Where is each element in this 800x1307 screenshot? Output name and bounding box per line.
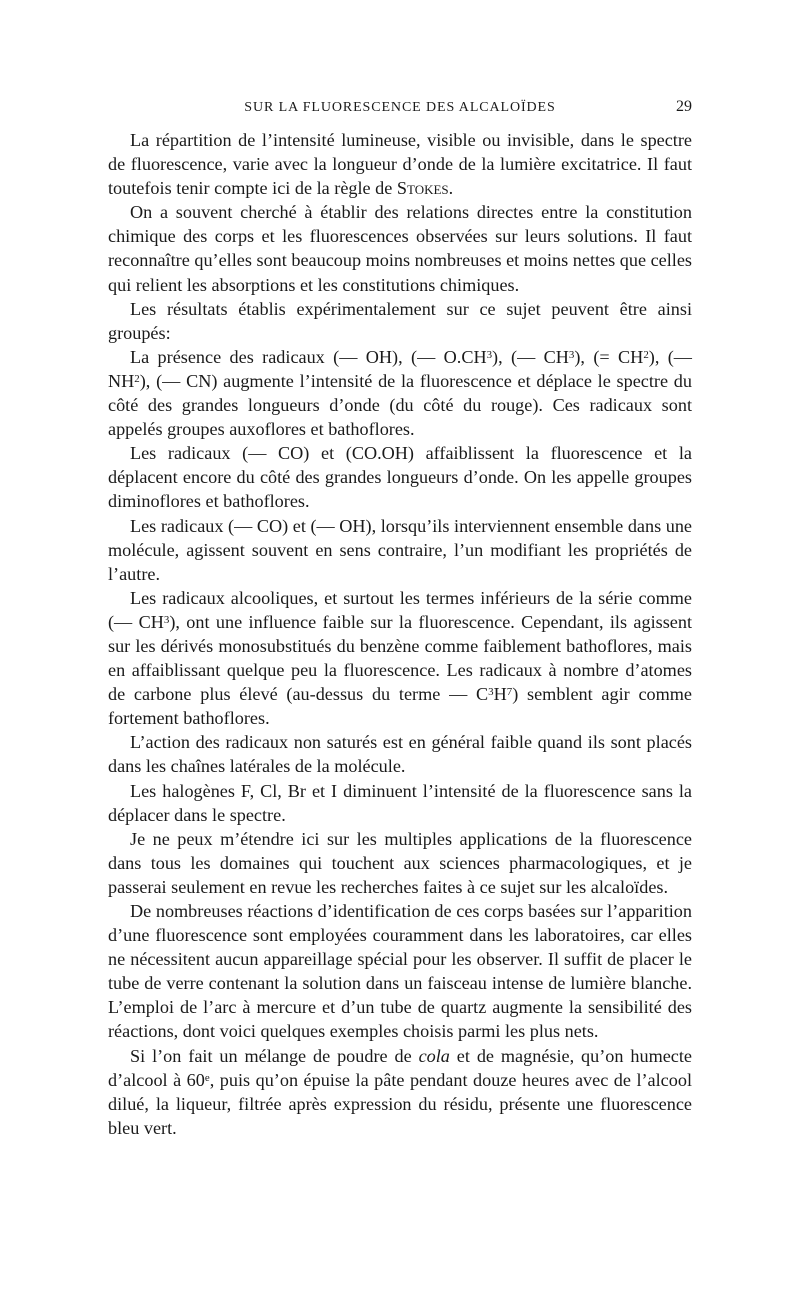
text-run: et de magnésie, qu’on humecte d’alcool à 60 [108, 1045, 692, 1090]
page-header [108, 96, 692, 120]
text-run: 3 [488, 686, 494, 699]
paragraph [108, 200, 692, 296]
running-title: SUR LA FLUORESCENCE DES ALCALOÏDES [244, 100, 556, 115]
page-number: 29 [676, 98, 692, 115]
text-run: ), (= CH [574, 346, 644, 367]
text-run: Les radicaux (— CO) et (CO.OH) affaiblissent la fluorescence et la déplacent encore du côté des grandes longueurs d’onde. On les appelle groupes diminoflores et bathoflores. [108, 443, 692, 512]
paragraph [108, 514, 692, 586]
text-run: cola [418, 1045, 450, 1066]
text-run: 7 [506, 686, 513, 699]
text-run: 3 [163, 613, 170, 626]
text-run: , puis qu’on épuise la pâte pendant douze heures avec de l’alcool dilué, la liqueur, filtrée après expression du résidu, présente une fluorescence bleu vert. [108, 1069, 692, 1138]
text-run: ), ont une influence faible sur la fluorescence. Cependant, ils agissent sur les dérivés monosubstitués du benzène comme faiblement bathoflores, mais en affaiblissant quelque peu la fluorescence. Les radicaux à nombre d’atomes de carbone plus élevé (au-dessus du terme — C [108, 611, 692, 705]
paragraph [108, 779, 692, 827]
paragraph [108, 899, 692, 1044]
text-run: On a souvent cherché à établir des relations directes entre la constitution chimique des corps et les fluorescences observées sur leurs solutions. Il faut reconnaître qu’elles sont beaucoup moins nombreuses et moins nettes que celles qui relient les absorptions et les constitutions chimiques. [108, 202, 692, 295]
paragraph [108, 586, 692, 731]
paragraph [108, 827, 692, 899]
text-run: La répartition de l’intensité lumineuse, visible ou invisible, dans le spectre de fluorescence, varie avec la longueur d’onde de la lumière excitatrice. Il faut toutefois tenir compte ici de la règle de [108, 130, 692, 199]
text-run: e [204, 1071, 210, 1084]
text-run: Les radicaux (— CO) et (— OH), lorsqu’ils interviennent ensemble dans une molécule, agissent souvent en sens contraire, l’un modifiant les propriétés de l’autre. [108, 515, 692, 584]
text-run: ) semblent agir comme fortement bathoflores. [108, 684, 693, 729]
text-run: Si l’on fait un mélange de poudre de [130, 1045, 419, 1066]
text-run: L’action des radicaux non saturés est en général faible quand ils sont placés dans les chaînes latérales de la molécule. [108, 732, 692, 777]
paragraph [108, 297, 692, 345]
text-run: De nombreuses réactions d’identification de ces corps basées sur l’apparition d’une fluorescence sont employées couramment dans les laboratoires, car elles ne nécessitent aucun appareillage spécial pour les observer. Il suffit de placer le tube de verre contenant la solution dans un faisceau intense de lumière blanche. L’emploi de l’arc à mercure et d’un tube de quartz augmente la sensibilité des réactions, dont voici quelques exemples choisis parmi les plus nets. [108, 901, 692, 1042]
text-run: La présence des radicaux (— OH), (— O.CH [130, 346, 487, 367]
text-run: Les résultats établis expérimentalement sur ce sujet peuvent être ainsi groupés: [108, 298, 692, 343]
text-run: Les radicaux alcooliques, et surtout les termes inférieurs de la série comme (— CH [108, 587, 692, 632]
body-text [108, 128, 692, 1140]
text-run: 3 [486, 348, 493, 361]
paragraph [108, 730, 692, 778]
text-run: Je ne peux m’étendre ici sur les multiples applications de la fluorescence dans tous les domaines qui touchent aux sciences pharmacologiques, et je passerai seulement en revue les recherches faites à ce sujet sur les alcaloïdes. [108, 828, 692, 897]
text-run: ), (— CN) augmente l’intensité de la fluorescence et déplace le spectre du côté des grandes longueurs d’onde (du côté du rouge). Ces radicaux sont appelés groupes auxoflores et bathoflores. [108, 370, 692, 440]
text-run: 3 [568, 348, 575, 361]
text-run: Les halogènes F, Cl, Br et I diminuent l’intensité de la fluorescence sans la déplacer dans le spectre. [108, 780, 692, 825]
paragraph [108, 345, 692, 441]
text-run: ), (— NH [108, 346, 692, 391]
text-run: . [448, 178, 454, 199]
text-run: Stokes [396, 178, 449, 199]
text-run: ), (— CH [492, 346, 569, 367]
text-run: H [493, 684, 507, 705]
paragraph [108, 441, 692, 513]
text-run: 2 [643, 348, 649, 361]
text-run: 2 [134, 373, 140, 386]
paragraph [108, 128, 692, 200]
paragraph [108, 1044, 692, 1140]
